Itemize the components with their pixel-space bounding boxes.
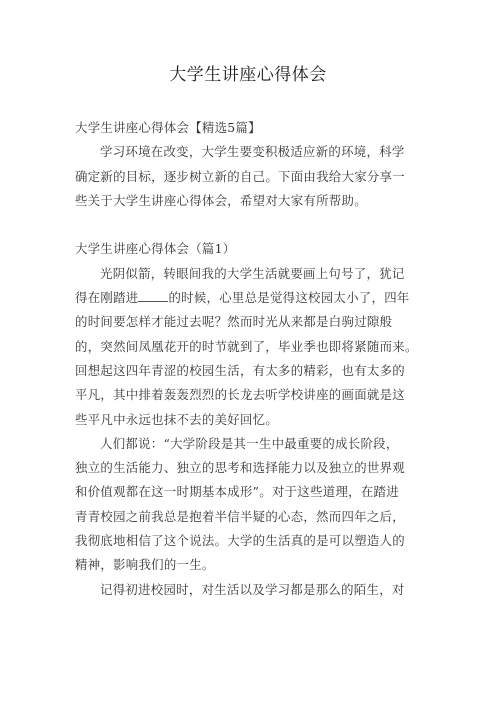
intro-line-1: 学习环境在改变，大学生要变积极适应新的环境，科学	[100, 144, 405, 160]
section-p1-line-3: 的时间要怎样才能过去呢？然而时光从来都是白驹过隙般	[75, 314, 393, 330]
intro-line-2: 确定新的目标，逐步树立新的自己。下面由我给大家分享一	[75, 168, 405, 184]
section-heading: 大学生讲座心得体会（篇1）	[75, 241, 236, 257]
section-p2-line-1: 人们都说：“大学阶段是其一生中最重要的成长阶段，	[100, 435, 399, 451]
paragraph-gap	[75, 213, 423, 237]
fill-in-blank	[138, 289, 168, 302]
intro-line-3: 些关于大学生讲座心得体会，希望对大家有所帮助。	[75, 192, 367, 208]
section-p3-line-1: 记得初进校园时，对生活以及学习都是那么的陌生，对	[100, 581, 405, 597]
section-p2-line-3: 和价值观都在这一时期基本成形”。对于这些道理，在踏进	[75, 484, 399, 500]
section-p1-line-4: 的，突然间凤凰花开的时节就到了，毕业季也即将紧随而来。	[75, 338, 418, 354]
section-p2-line-5: 我彻底地相信了这个说法。大学的生活真的是可以塑造人的	[75, 533, 405, 549]
section-p2-line-2: 独立的生活能力、独立的思考和选择能力以及独立的世界观	[75, 460, 405, 476]
section-p2-line-4: 青青校园之前我总是抱着半信半疑的心态，然而四年之后，	[75, 508, 405, 524]
section-p1-line-2	[75, 286, 423, 310]
section-p1-line-1: 光阴似箭，转眼间我的大学生活就要画上句号了，犹记	[100, 265, 405, 281]
document-title: 大学生讲座心得体会	[169, 65, 327, 85]
section-p1-line-5: 回想起这四年青涩的校园生活，有太多的精彩，也有太多的	[75, 362, 405, 378]
section-p1-line-2-after: 的时候，心里总是觉得这校园太小了，四年	[168, 290, 410, 306]
section-p1-line-6: 平凡，其中排着轰轰烈烈的长龙去听学校讲座的画面就是这	[75, 387, 405, 403]
document-body	[75, 116, 423, 602]
section-p1-line-7: 些平凡中永远也抹不去的美好回忆。	[75, 411, 279, 427]
section-p1-line-2-before: 得在刚踏进	[75, 290, 139, 306]
intro-heading: 大学生讲座心得体会【精选5篇】	[75, 120, 261, 135]
section-p2-line-6: 精神，影响我们的一生。	[75, 557, 215, 573]
